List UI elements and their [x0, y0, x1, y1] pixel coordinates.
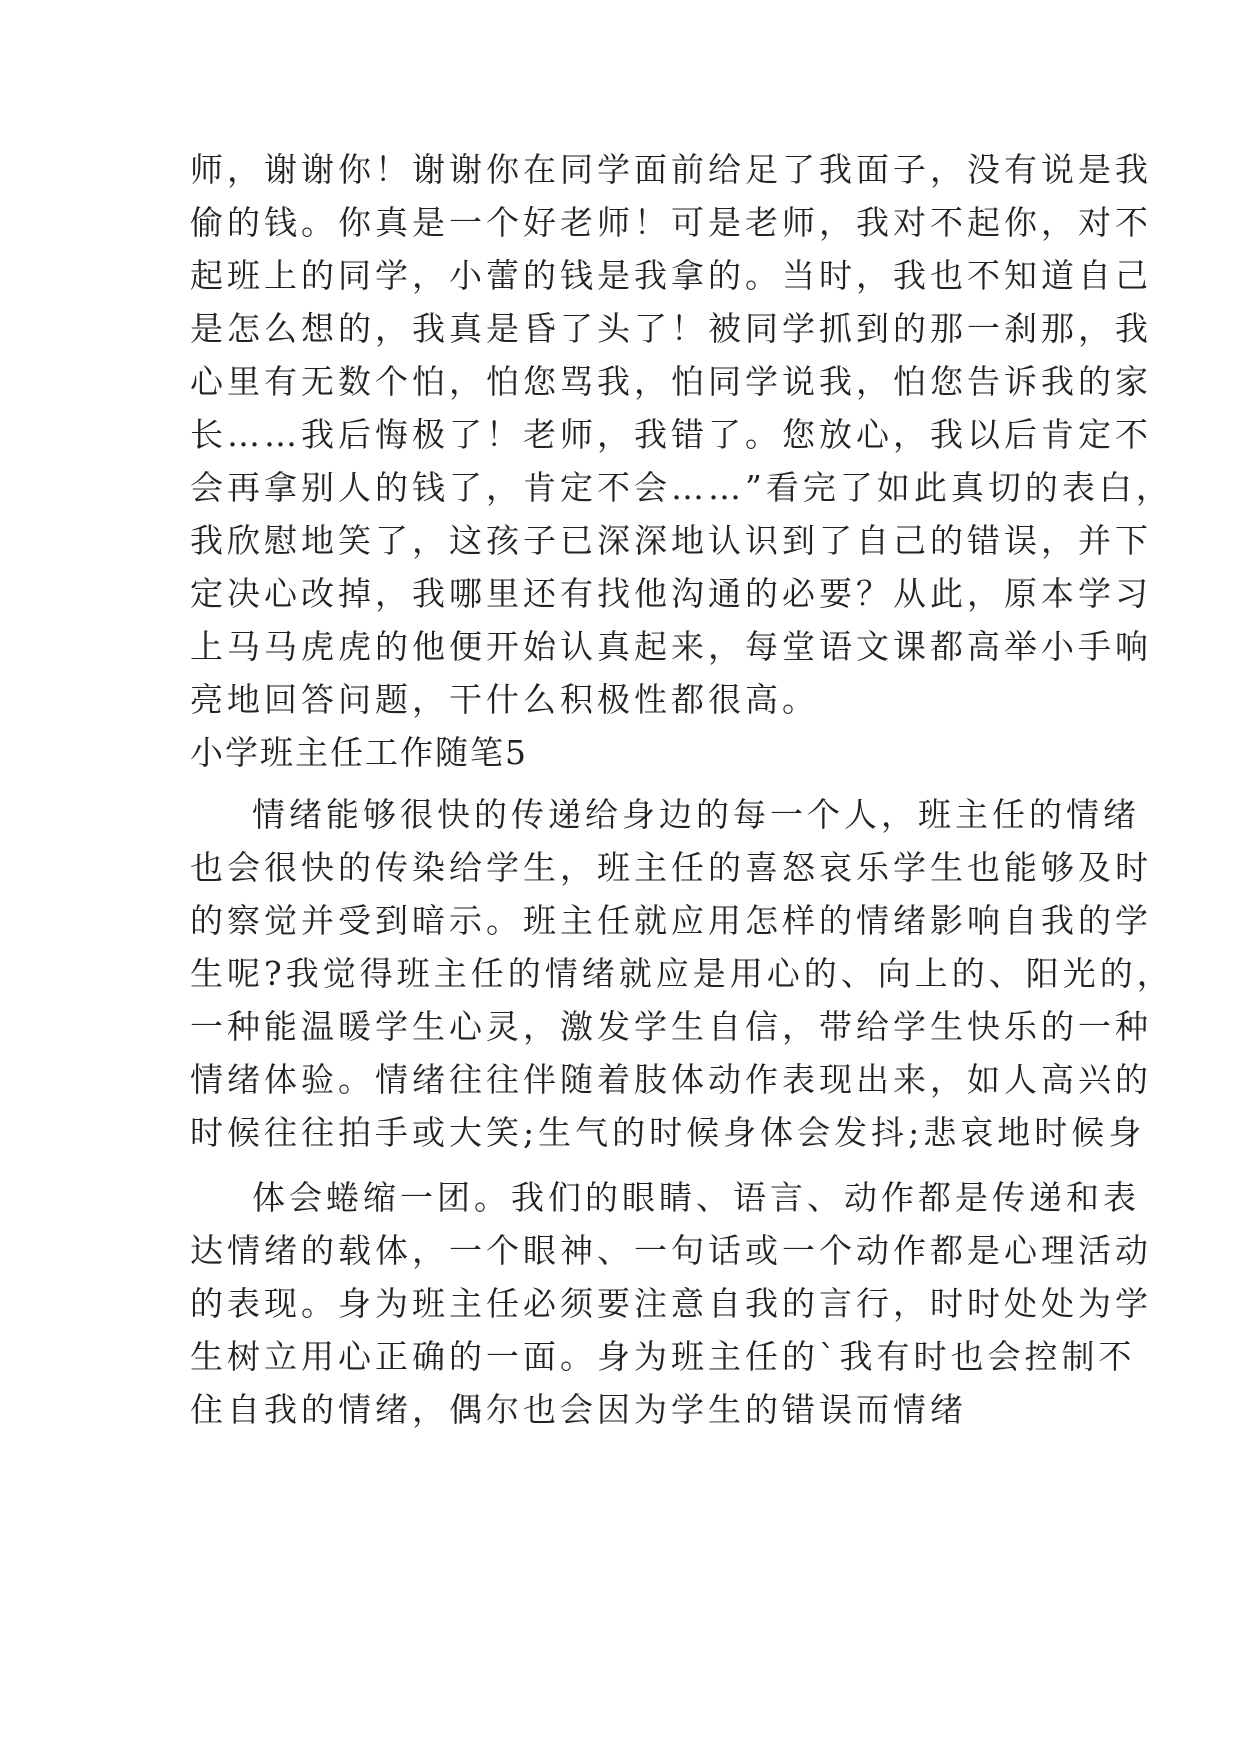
paragraph-line: 师，谢谢你！谢谢你在同学面前给足了我面子，没有说是我 — [190, 150, 1152, 189]
paragraph-line: 起班上的同学，小蕾的钱是我拿的。当时，我也不知道自己 — [190, 256, 1152, 295]
paragraph-line: 我欣慰地笑了，这孩子已深深地认识到了自己的错误，并下 — [190, 521, 1152, 560]
paragraph-line: 生树立用心正确的一面。身为班主任的`我有时也会控制不 — [190, 1337, 1136, 1376]
paragraph-line: 也会很快的传染给学生，班主任的喜怒哀乐学生也能够及时 — [190, 848, 1152, 887]
paragraph-line: 情绪能够很快的传递给身边的每一个人，班主任的情绪 — [252, 795, 1140, 834]
paragraph-line: 偷的钱。你真是一个好老师！可是老师，我对不起你，对不 — [190, 203, 1152, 242]
paragraph-line: 心里有无数个怕，怕您骂我，怕同学说我，怕您告诉我的家 — [190, 362, 1152, 401]
paragraph-line: 上马马虎虎的他便开始认真起来，每堂语文课都高举小手响 — [190, 627, 1152, 666]
paragraph-line: 一种能温暖学生心灵，激发学生自信，带给学生快乐的一种 — [190, 1007, 1152, 1046]
paragraph-line: 是怎么想的，我真是昏了头了！被同学抓到的那一刹那，我 — [190, 309, 1152, 348]
paragraph-line: 亮地回答问题，干什么积极性都很高。 — [190, 680, 819, 719]
paragraph-line: 定决心改掉，我哪里还有找他沟通的必要？从此，原本学习 — [190, 574, 1152, 613]
paragraph-line: 生呢?我觉得班主任的情绪就应是用心的、向上的、阳光的， — [190, 954, 1174, 993]
paragraph-line: 会再拿别人的钱了，肯定不会……”看完了如此真切的表白， — [190, 468, 1173, 507]
paragraph-line: 体会蜷缩一团。我们的眼睛、语言、动作都是传递和表 — [252, 1178, 1140, 1217]
paragraph-line: 时候往往拍手或大笑;生气的时候身体会发抖;悲哀地时候身 — [190, 1113, 1146, 1152]
paragraph-line: 的表现。身为班主任必须要注意自我的言行，时时处处为学 — [190, 1284, 1152, 1323]
section-heading: 小学班主任工作随笔5 — [190, 733, 528, 772]
paragraph-line: 情绪体验。情绪往往伴随着肢体动作表现出来，如人高兴的 — [190, 1060, 1152, 1099]
paragraph-line: 长……我后悔极了！老师，我错了。您放心，我以后肯定不 — [190, 415, 1152, 454]
paragraph-line: 达情绪的载体，一个眼神、一句话或一个动作都是心理活动 — [190, 1231, 1152, 1270]
paragraph-line: 住自我的情绪，偶尔也会因为学生的错误而情绪 — [190, 1390, 967, 1429]
paragraph-line: 的察觉并受到暗示。班主任就应用怎样的情绪影响自我的学 — [190, 901, 1152, 940]
